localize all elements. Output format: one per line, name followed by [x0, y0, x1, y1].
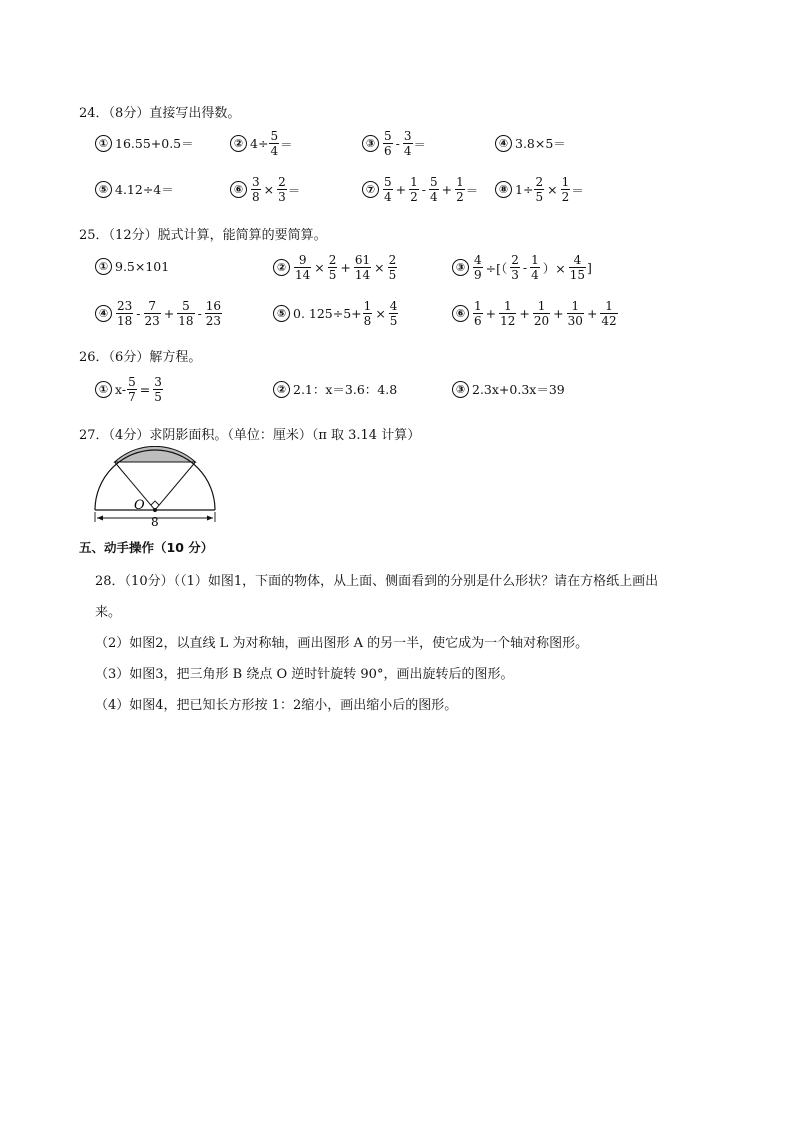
q25-item-4 — [95, 300, 223, 327]
q26-item-3 — [452, 380, 565, 398]
operator: + — [553, 306, 564, 321]
expr: ＝ — [280, 136, 293, 152]
fraction: $\frac{4}{15}$ — [569, 253, 586, 282]
q24-item-8 — [495, 176, 584, 203]
q24-item-3 — [362, 130, 426, 157]
operator: × — [314, 260, 325, 275]
operator: = — [139, 382, 151, 397]
expr: 4.12÷4＝ — [115, 182, 174, 197]
fraction: $\frac{5}{4}$ — [384, 175, 392, 204]
fraction: $\frac{3}{8}$ — [252, 175, 260, 204]
operator: × — [375, 306, 386, 321]
circled-number: ⑦ — [362, 181, 379, 198]
fraction: $\frac{3}{5}$ — [154, 375, 162, 404]
fraction: $\frac{5}{7}$ — [128, 375, 136, 404]
expr: 9.5×101 — [115, 259, 170, 274]
operator: × — [374, 260, 385, 275]
circled-number: ④ — [495, 135, 512, 152]
operator: + — [441, 182, 453, 197]
fraction: $\frac{4}{5}$ — [389, 299, 398, 328]
q25-item-6 — [452, 300, 619, 327]
fraction: $\frac{3}{4}$ — [403, 129, 412, 158]
operator: + — [485, 306, 497, 321]
fraction: $\frac{2}{3}$ — [278, 175, 286, 204]
circled-number: ② — [230, 135, 247, 152]
fraction: $\frac{16}{23}$ — [205, 299, 222, 328]
expr: ＝ — [413, 136, 427, 152]
fraction: $\frac{2}{3}$ — [511, 253, 519, 282]
expr: 2.3x+0.3x＝39 — [472, 382, 565, 397]
fraction: $\frac{1}{2}$ — [410, 175, 418, 204]
q24-title: 24．（8分）直接写出得数。 — [79, 106, 241, 121]
shaded-segment — [115, 446, 196, 462]
fraction: $\frac{2}{5}$ — [535, 175, 544, 204]
fraction: $\frac{1}{42}$ — [601, 299, 617, 328]
fraction: $\frac{5}{4}$ — [430, 175, 438, 204]
arrow-left — [97, 516, 103, 521]
q26-title: 26．（6分）解方程。 — [79, 350, 202, 365]
right-angle-mark — [151, 501, 159, 505]
q25-item-2 — [273, 254, 398, 281]
expr: 0. 125÷5+ — [293, 306, 362, 321]
q24-item-6 — [230, 176, 300, 203]
operator: ）× — [542, 260, 566, 276]
expr: ] — [587, 260, 592, 275]
q28-line1b: 来。 — [95, 605, 122, 620]
circled-number: ③ — [452, 381, 469, 398]
expr: 2.1：x＝3.6：4.8 — [293, 382, 398, 397]
operator: × — [547, 182, 558, 197]
circled-number: ② — [273, 381, 290, 398]
q24-item-1 — [95, 134, 194, 152]
operator: - — [421, 182, 426, 197]
q25-item-5 — [273, 300, 399, 327]
q28-line2: （2）如图2，以直线 L 为对称轴，画出图形 A 的另一半，使它成为一个轴对称图形。 — [95, 636, 589, 651]
operator: ÷[（ — [485, 260, 508, 276]
semicircle-figure — [92, 446, 222, 528]
expr: ＝ — [571, 182, 584, 198]
expr: 1÷ — [515, 182, 534, 197]
operator: × — [263, 182, 275, 197]
circled-number: ① — [95, 381, 112, 398]
q24-item-4 — [495, 134, 566, 152]
operator: - — [136, 306, 141, 321]
operator: - — [197, 306, 202, 321]
fraction: $\frac{1}{2}$ — [561, 175, 570, 204]
operator: + — [586, 306, 598, 321]
circled-number: ⑥ — [230, 181, 247, 198]
fraction: $\frac{5}{18}$ — [178, 299, 194, 328]
label-o: O — [134, 498, 145, 513]
circled-number: ④ — [95, 305, 112, 322]
fraction: $\frac{5}{4}$ — [270, 129, 279, 158]
q26-item-2 — [273, 380, 397, 398]
q28-line3: （3）如图3，把三角形 B 绕点 O 逆时针旋转 90°，画出旋转后的图形。 — [95, 667, 514, 682]
fraction: $\frac{4}{9}$ — [474, 253, 482, 282]
fraction: $\frac{5}{6}$ — [384, 129, 392, 158]
q24-item-5 — [95, 180, 174, 198]
q26-item-1 — [95, 376, 164, 403]
q25-title: 25．（12分）脱式计算，能简算的要简算。 — [79, 228, 327, 243]
circled-number: ⑤ — [95, 181, 112, 198]
fraction: $\frac{9}{14}$ — [295, 253, 311, 282]
fraction: $\frac{2}{5}$ — [388, 253, 397, 282]
fraction: $\frac{23}{18}$ — [117, 299, 133, 328]
operator: + — [163, 306, 175, 321]
q24-item-2 — [230, 130, 293, 157]
q27-title: 27．（4分）求阴影面积。（单位：厘米）（π 取 3.14 计算） — [79, 428, 421, 443]
expr: 3.8×5＝ — [515, 136, 566, 151]
radius-right — [155, 462, 195, 510]
center-point — [153, 508, 157, 512]
expr: 16.55+0.5＝ — [115, 136, 194, 151]
operator: - — [522, 260, 528, 275]
fraction: $\frac{1}{2}$ — [456, 175, 464, 204]
operator: + — [395, 182, 407, 197]
expr: ＝ — [287, 182, 301, 198]
label-8: 8 — [151, 515, 159, 528]
fraction: $\frac{1}{20}$ — [533, 299, 550, 328]
arrow-right — [207, 516, 213, 521]
circled-number: ① — [95, 135, 112, 152]
operator: + — [519, 306, 530, 321]
expr: ＝ — [465, 182, 479, 198]
fraction: $\frac{1}{8}$ — [363, 299, 372, 328]
operator: + — [340, 260, 351, 275]
circled-number: ① — [95, 258, 112, 275]
fraction: $\frac{1}{4}$ — [531, 253, 539, 282]
fraction: $\frac{1}{30}$ — [567, 299, 583, 328]
section-title: 五、动手操作（10 分） — [79, 540, 214, 555]
q25-item-3 — [452, 254, 592, 281]
circled-number: ⑧ — [495, 181, 512, 198]
fraction: $\frac{1}{12}$ — [500, 299, 516, 328]
fraction: $\frac{2}{5}$ — [328, 253, 337, 282]
expr: 4÷ — [250, 136, 269, 151]
operator: - — [395, 136, 400, 151]
circled-number: ⑤ — [273, 305, 290, 322]
circled-number: ③ — [452, 259, 469, 276]
fraction: $\frac{1}{6}$ — [474, 299, 482, 328]
circled-number: ⑥ — [452, 305, 469, 322]
circled-number: ③ — [362, 135, 379, 152]
circled-number: ② — [273, 259, 290, 276]
fraction: $\frac{61}{14}$ — [354, 253, 371, 282]
expr: x- — [115, 382, 127, 397]
q24-item-7 — [362, 176, 478, 203]
q28-line1: 28．（10分）（（1）如图1，下面的物体，从上面、侧面看到的分别是什么形状？请在方格纸上画出 — [95, 574, 659, 589]
fraction: $\frac{7}{23}$ — [144, 299, 160, 328]
q25-item-1 — [95, 258, 169, 275]
q28-line4: （4）如图4，把已知长方形按 1：2缩小，画出缩小后的图形。 — [95, 698, 458, 713]
